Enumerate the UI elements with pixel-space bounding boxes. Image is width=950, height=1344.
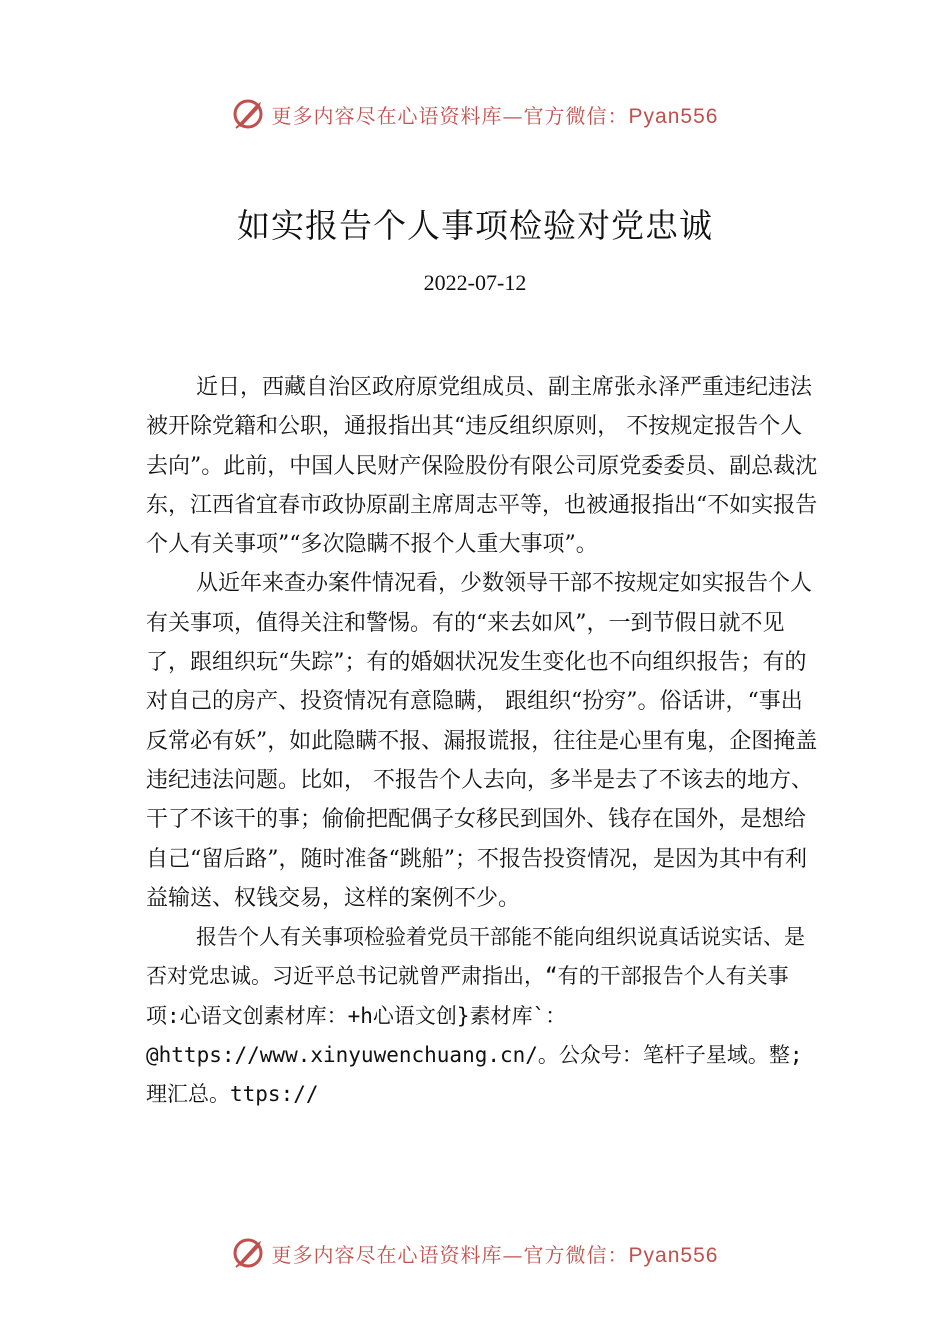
- article-date: 2022-07-12: [423, 270, 527, 295]
- wechat-id: Pyan556: [628, 1243, 719, 1267]
- pen-logo-icon: [232, 97, 266, 131]
- paragraph-3: 报告个人有关事项检验着党员干部能不能向组织说真话说实话、是否对党忠诚。习近平总书记就曾严肃指出，“有的干部报告个人有关事项:心语文创素材库：+h心语文创}素材库`：@https://www.xinyuwenchuang.cn/。公众号：笔杆子星域。整;理汇总。ttps://: [146, 925, 805, 1107]
- pen-logo-icon: [232, 1236, 266, 1270]
- paragraph-1: 近日，西藏自治区政府原党组成员、副主席张永泽严重违纪违法被开除党籍和公职，通报指出其“违反组织原则， 不按规定报告个人去向”。此前，中国人民财产保险股份有限公司原党委委员、副总裁沈东，江西省宜春市政协原副主席周志平等，也被通报指出“不如实报告个人有关事项”“多次隐瞒不报个人重大事项”。: [146, 375, 818, 558]
- wechat-id: Pyan556: [628, 104, 719, 128]
- article-body: [146, 368, 822, 1115]
- header-banner-text: 更多内容尽在心语资料库—官方微信：Pyan556: [271, 103, 719, 128]
- header-banner: [0, 94, 950, 134]
- footer-banner-text: 更多内容尽在心语资料库—官方微信：Pyan556: [271, 1242, 719, 1267]
- footer-banner: [0, 1233, 950, 1273]
- article-title: 如实报告个人事项检验对党忠诚: [237, 206, 713, 245]
- paragraph-2: 从近年来查办案件情况看，少数领导干部不按规定如实报告个人有关事项，值得关注和警惕。有的“来去如风”，一到节假日就不见了，跟组织玩“失踪”；有的婚姻状况发生变化也不向组织报告；有的对自己的房产、投资情况有意隐瞒， 跟组织“扮穷”。俗话讲，“事出反常必有妖”，如此隐瞒不报、漏报谎报，往往是心里有鬼，企图掩盖违纪违法问题。比如， 不报告个人去向，多半是去了不该去的地方、干了不该干的事；偷偷把配偶子女移民到国外、钱存在国外，是想给自己“留后路”，随时准备“跳船”；不报告投资情况，是因为其中有利益输送、权钱交易，这样的案例不少。: [146, 571, 818, 911]
